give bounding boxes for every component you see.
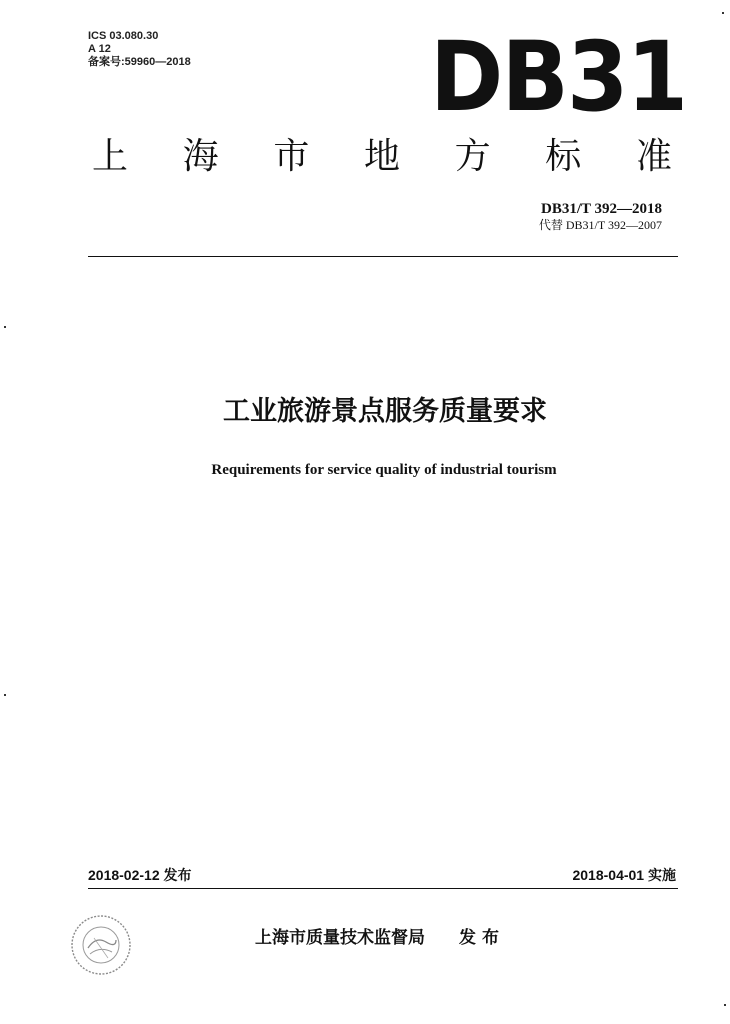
standard-code: DB31/T 392—2018 <box>541 201 662 217</box>
standard-type-title <box>92 132 672 182</box>
footer-divider <box>88 888 678 889</box>
classification-block <box>88 30 191 69</box>
title-char: 准 <box>635 136 672 177</box>
db31-logo-text: DB31 <box>430 21 687 133</box>
document-title-english: Requirements for service quality of industrial tourism <box>211 462 557 478</box>
publisher-line <box>255 926 505 950</box>
seal-stamp-icon <box>68 912 134 978</box>
title-char: 上 <box>92 136 129 177</box>
document-title-chinese: 工业旅游景点服务质量要求 <box>223 396 547 427</box>
standard-code-block <box>539 200 662 232</box>
class-code: A 12 <box>88 43 111 55</box>
publisher-name: 上海市质量技术监督局 <box>255 928 425 948</box>
scan-speck <box>722 12 724 14</box>
publish-verb: 发布 <box>459 928 505 948</box>
title-char: 海 <box>182 136 219 177</box>
implementation-date: 2018-04-01 实施 <box>572 867 676 883</box>
record-number: 备案号:59960—2018 <box>88 56 191 68</box>
ics-code: ICS 03.080.30 <box>88 30 159 42</box>
title-char: 标 <box>545 136 582 177</box>
title-char: 方 <box>454 136 491 177</box>
scan-speck <box>4 694 6 696</box>
scan-speck <box>724 1004 726 1006</box>
title-char: 地 <box>363 136 400 177</box>
db31-logo <box>430 21 687 133</box>
header-divider <box>88 256 678 257</box>
replaces-code: 代替 DB31/T 392—2007 <box>538 218 662 232</box>
title-char: 市 <box>273 136 310 177</box>
issue-date: 2018-02-12 发布 <box>88 867 192 883</box>
scan-speck <box>4 326 6 328</box>
